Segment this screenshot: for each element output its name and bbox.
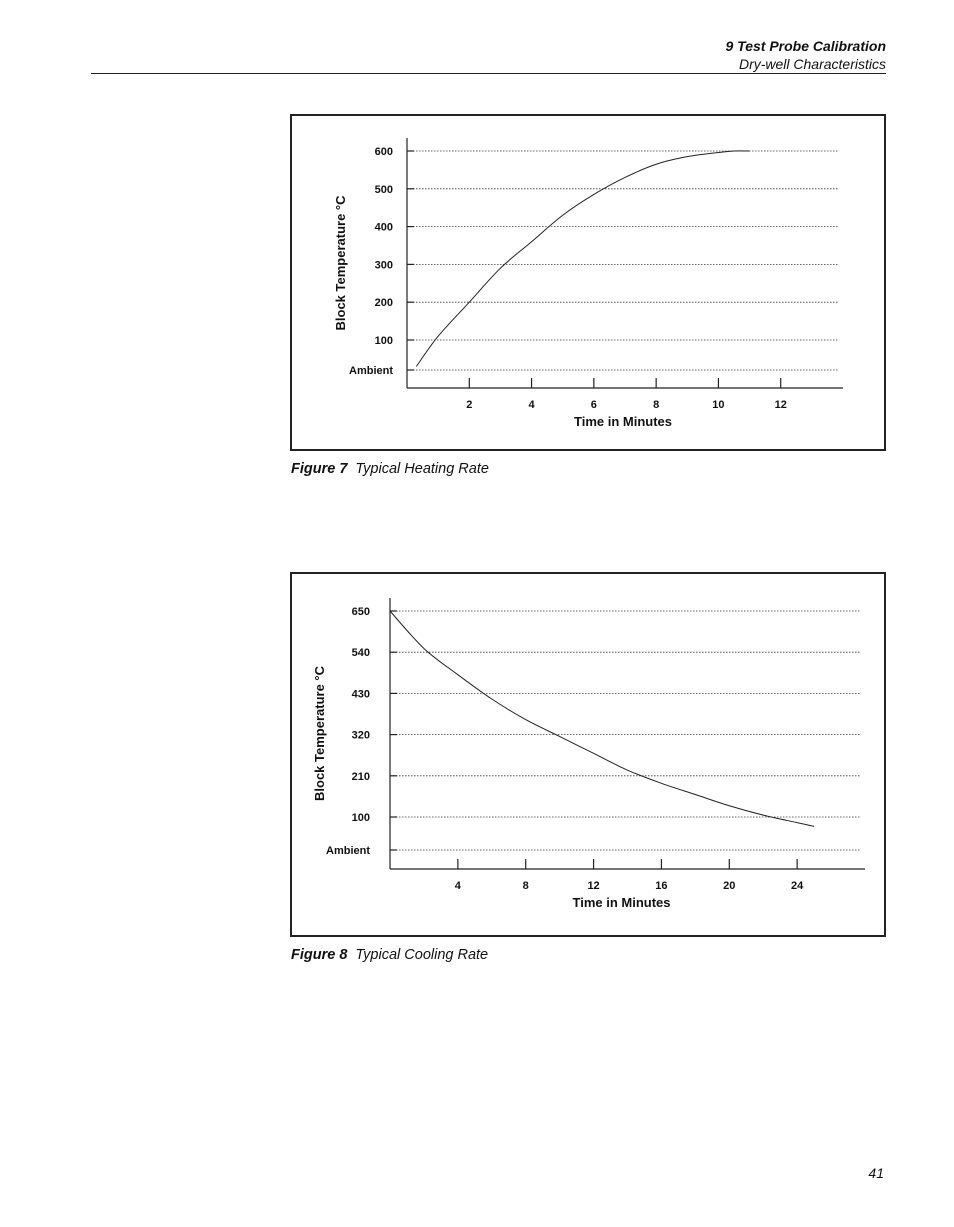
figure-7-caption [291,461,489,477]
x-tick-label: 8 [653,399,660,411]
y-tick-label: 210 [351,770,370,783]
y-tick-label: 650 [351,606,370,618]
x-axis-title: Time in Minutes [574,414,672,429]
y-tick-label: 430 [351,688,370,701]
x-tick-label: 6 [590,399,597,411]
figure-8-caption [291,947,488,963]
x-tick-label: 2 [466,399,473,411]
y-tick-label: 200 [374,297,393,310]
y-tick-label: 100 [351,812,370,824]
figure-7-number: Figure 7 [291,461,348,477]
page-number: 41 [868,1165,884,1181]
heating-rate-figure [290,114,886,451]
x-tick-label: 20 [723,880,736,892]
x-tick-label: 10 [712,399,725,411]
x-tick-label: 8 [522,880,529,892]
series-line [416,151,749,367]
series-line [390,611,814,826]
figure-8-title: Typical Cooling Rate [355,947,489,963]
figure-8-number: Figure 8 [291,947,348,963]
cooling-rate-figure [290,572,886,937]
y-tick-label: 540 [351,647,370,660]
section-heading: Dry-well Characteristics [738,56,886,72]
y-tick-label-ambient: Ambient [326,845,370,857]
y-tick-label: 320 [351,729,370,742]
y-axis-title: Block Temperature °C [312,666,327,801]
x-tick-label: 4 [454,880,461,892]
chapter-heading: 9 Test Probe Calibration [725,38,886,54]
y-tick-label: 500 [374,183,393,196]
x-tick-label: 12 [587,880,600,892]
cooling-rate-chart [292,574,884,935]
y-tick-label: 100 [374,335,393,347]
header-rule [91,73,886,74]
heating-rate-chart [292,116,884,449]
x-tick-label: 16 [655,880,668,892]
y-axis-title: Block Temperature °C [333,195,348,331]
y-tick-label: 300 [374,259,393,272]
x-axis-title: Time in Minutes [572,895,671,910]
x-tick-label: 4 [528,399,535,411]
y-tick-label-ambient: Ambient [349,365,393,377]
x-tick-label: 12 [774,399,787,411]
y-tick-label: 400 [374,221,393,234]
x-tick-label: 24 [791,880,804,892]
y-tick-label: 600 [374,146,393,158]
figure-7-title: Typical Heating Rate [355,461,489,477]
